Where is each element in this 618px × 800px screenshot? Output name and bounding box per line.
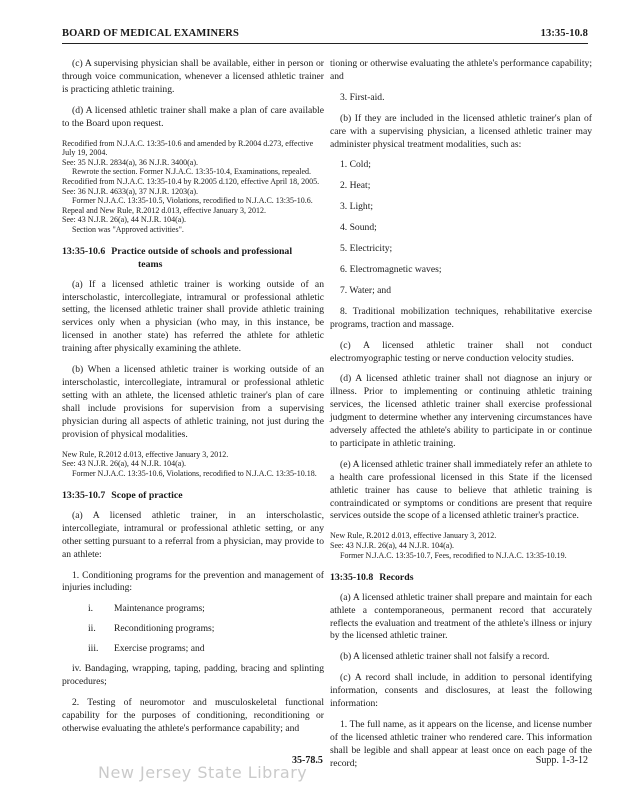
list-item-2-continued: tioning or otherwise evaluating the athlete's performance capability; and xyxy=(330,58,592,82)
history-line: Former N.J.A.C. 13:35-10.5, Violations, recodified to N.J.A.C. 13:35-10.6. xyxy=(72,196,313,206)
section-title: Scope of practice xyxy=(111,490,183,502)
paragraph-d: (d) A licensed athletic trainer shall make a plan of care available to the Board upon request. xyxy=(62,104,324,129)
history-line: New Rule, R.2012 d.013, effective January 3, 2012. xyxy=(330,531,497,541)
page-number: 35-78.5 xyxy=(292,755,323,766)
modality-item: 2. Heat; xyxy=(340,180,371,192)
modality-item: 7. Water; and xyxy=(340,284,391,296)
paragraph-d: (d) A licensed athletic trainer shall not diagnose an injury or illness. Prior to implementing or continuing athletic training services, the licensed athletic trainer shall exercise professional judgment to determine whether any intervening circumstances have adversely affected the athlete's ability to participate in or continue to participate in athletic training. xyxy=(330,373,592,449)
history-line: Repeal and New Rule, R.2012 d.013, effective January 3, 2012. xyxy=(62,205,267,215)
history-line: Former N.J.A.C. 13:35-10.6, Violations, recodified to N.J.A.C. 13:35-10.18. xyxy=(72,468,317,478)
list-item-1: 1. Conditioning programs for the prevention and management of injuries including: xyxy=(62,569,324,594)
history-line: Section was "Approved activities". xyxy=(72,224,184,234)
section-heading-10-8 xyxy=(330,572,592,585)
running-header xyxy=(62,28,588,39)
library-watermark: New Jersey State Library xyxy=(98,763,308,782)
section-number: 13:35-10.8 xyxy=(330,572,374,584)
paragraph-b: (b) When a licensed athletic trainer is working outside of an interscholastic, intercollegiate, intramural or professional athletic setting with an athlete, the licensed athletic trainer's plan of care shall include provisions for supervision from a supervising physician during all aspects of athletic training, not just during the provision of physical modalities. xyxy=(62,364,324,440)
history-line: See: 36 N.J.R. 4633(a), 37 N.J.R. 1203(a). xyxy=(62,186,198,196)
modality-item: 5. Electricity; xyxy=(340,243,393,255)
paragraph-c: (c) A supervising physician shall be available, either in person or through voice communication, whenever a licensed athletic trainer is practicing athletic training. xyxy=(62,58,324,95)
history-line: See: 43 N.J.R. 26(a), 44 N.J.R. 104(a). xyxy=(62,459,186,469)
history-note xyxy=(330,531,592,560)
history-line: Former N.J.A.C. 13:35-10.7, Fees, recodified to N.J.A.C. 13:35-10.19. xyxy=(340,550,567,560)
history-line: Rewrote the section. Former N.J.A.C. 13:35-10.4, Examinations, repealed. xyxy=(72,167,312,177)
list-item-3: 3. First-aid. xyxy=(340,91,385,103)
modality-item: 4. Sound; xyxy=(340,222,377,234)
list-item-2: 2. Testing of neuromotor and musculoskeletal functional capability for the purposes of conditioning, reconditioning or otherwise evaluating the athlete's performance capability; and xyxy=(62,696,324,734)
modality-item: 1. Cold; xyxy=(340,159,371,171)
left-column xyxy=(62,58,324,734)
paragraph-b: (b) If they are included in the licensed athletic trainer's plan of care with a supervising physician, a licensed athletic trainer may administer physical treatment modalities, such as: xyxy=(330,112,592,150)
modality-item: 8. Traditional mobilization techniques, rehabilitative exercise programs, traction and massage. xyxy=(330,305,592,330)
list-item-1: 1. The full name, as it appears on the license, and license number of the licensed athletic trainer who rendered care. This information shall be legible and shall appear at least once on each page of the record; xyxy=(330,719,592,769)
right-column xyxy=(330,58,592,779)
history-note xyxy=(62,139,324,235)
header-section-number: 13:35-10.8 xyxy=(540,28,588,39)
history-line: See: 35 N.J.R. 2834(a), 36 N.J.R. 3400(a). xyxy=(62,157,198,167)
section-heading-10-7 xyxy=(62,490,324,503)
section-number: 13:35-10.7 xyxy=(62,490,106,502)
section-title: Practice outside of schools and professional xyxy=(111,246,293,258)
history-line: New Rule, R.2012 d.013, effective January 3, 2012. xyxy=(62,449,229,459)
list-subitem-iii: iii. Exercise programs; and xyxy=(88,643,205,655)
header-rule xyxy=(62,43,588,44)
section-title-continued: teams xyxy=(138,259,163,271)
list-subitem-i: i. Maintenance programs; xyxy=(88,603,205,615)
history-line: See: 43 N.J.R. 26(a), 44 N.J.R. 104(a). xyxy=(62,215,186,225)
paragraph-c: (c) A licensed athletic trainer shall not conduct electromyographic testing or nerve conduction velocity studies. xyxy=(330,339,592,364)
paragraph-e: (e) A licensed athletic trainer shall immediately refer an athlete to a health care professional licensed in this State if the licensed athletic trainer has cause to believe that athletic training is contraindicated or symptoms or conditions are present that require services outside the scope of a licensed athletic trainer's practice. xyxy=(330,458,592,522)
section-title: Records xyxy=(379,572,414,584)
paragraph-a: (a) If a licensed athletic trainer is working outside of an interscholastic, intercollegiate, intramural or professional athletic setting, the licensed athletic trainer shall provide athletic training services only when a physician (who may, in this instance, be licensed in another state) has referred the athlete for athletic training after physically examining the athlete. xyxy=(62,278,324,355)
list-subitem-ii: ii. Reconditioning programs; xyxy=(88,623,215,635)
history-line: Recodified from N.J.A.C. 13:35-10.4 by R.2005 d.120, effective April 18, 2005. xyxy=(62,176,320,186)
list-subitem-iv: iv. Bandaging, wrapping, taping, padding, bracing and splinting procedures; xyxy=(62,663,324,687)
paragraph-c: (c) A record shall include, in addition to personal identifying information, consents and disclosures, at least the following information: xyxy=(330,672,592,710)
history-line: See: 43 N.J.R. 26(a), 44 N.J.R. 104(a). xyxy=(330,540,454,550)
paragraph-b: (b) A licensed athletic trainer shall not falsify a record. xyxy=(340,651,550,663)
paragraph-a: (a) A licensed athletic trainer, in an interscholastic, intercollegiate, intramural or professional athletic setting, or any other setting pursuant to a referral from a physician, may provide to an athlete: xyxy=(62,509,324,560)
modality-item: 3. Light; xyxy=(340,201,374,213)
header-title: BOARD OF MEDICAL EXAMINERS xyxy=(62,28,239,39)
modality-item: 6. Electromagnetic waves; xyxy=(340,263,442,275)
supplement-date: Supp. 1-3-12 xyxy=(535,755,588,766)
section-heading-10-6 xyxy=(62,246,324,271)
history-line: Recodified from N.J.A.C. 13:35-10.6 and amended by R.2004 d.273, effective July 19, 2004. xyxy=(62,138,314,158)
section-number: 13:35-10.6 xyxy=(62,246,106,258)
history-note xyxy=(62,450,324,479)
paragraph-a: (a) A licensed athletic trainer shall prepare and maintain for each athlete a contemporaneous, permanent record that accurately reflects the evaluation and treatment of the athlete's illness or injury by the licensed athletic trainer. xyxy=(330,591,592,642)
